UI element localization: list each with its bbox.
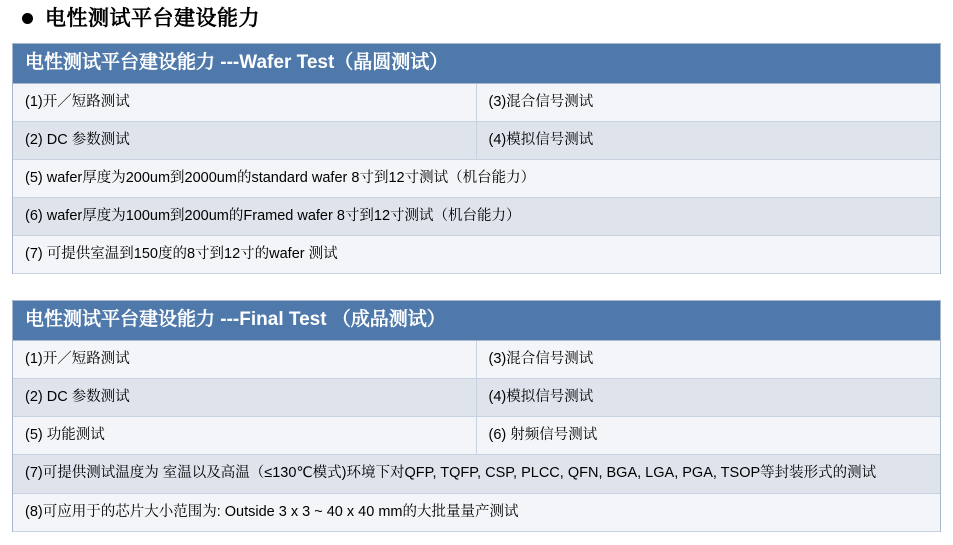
table-row bbox=[13, 160, 940, 198]
table-cell: (3)混合信号测试 bbox=[488, 94, 594, 111]
bullet-icon bbox=[22, 13, 33, 24]
final-test-table bbox=[12, 300, 941, 532]
table-row bbox=[13, 417, 940, 455]
table-cell: (7) 可提供室温到150度的8寸到12寸的wafer 测试 bbox=[25, 246, 338, 263]
wafer-test-table bbox=[12, 43, 941, 274]
table-cell: (6) 射频信号测试 bbox=[488, 426, 598, 443]
table-row bbox=[13, 198, 940, 236]
table-cell: (7)可提供测试温度为 室温以及高温（≤130℃模式)环境下对QFP, TQFP, CSP, PLCC, QFN, BGA, LGA, PGA, TSOP等封装形式的测试 bbox=[25, 465, 877, 481]
table-row bbox=[13, 379, 940, 417]
table-cell: (6) wafer厚度为100um到200um的Framed wafer 8寸到12寸测试（机台能力） bbox=[25, 208, 521, 225]
table-row bbox=[13, 236, 940, 274]
table-row bbox=[13, 455, 940, 494]
table-cell: (5) wafer厚度为200um到2000um的standard wafer 8寸到12寸测试（机台能力） bbox=[25, 170, 536, 187]
page-title bbox=[0, 0, 953, 35]
table-cell: (2) DC 参数测试 bbox=[13, 379, 477, 416]
table-cell: (5) 功能测试 bbox=[13, 417, 477, 454]
wafer-test-header: 电性测试平台建设能力 ---Wafer Test（晶圆测试） bbox=[13, 44, 940, 84]
table-cell: (3)混合信号测试 bbox=[488, 350, 594, 367]
final-test-header: 电性测试平台建设能力 ---Final Test （成品测试） bbox=[13, 301, 940, 341]
table-cell: (1)开／短路测试 bbox=[13, 84, 477, 121]
table-cell: (1)开／短路测试 bbox=[13, 341, 477, 378]
table-cell: (2) DC 参数测试 bbox=[13, 122, 477, 159]
table-row bbox=[13, 84, 940, 122]
table-row bbox=[13, 341, 940, 379]
table-row bbox=[13, 494, 940, 532]
table-row bbox=[13, 122, 940, 160]
page-title-text: 电性测试平台建设能力 bbox=[45, 7, 260, 30]
table-cell: (4)模拟信号测试 bbox=[488, 388, 594, 405]
table-cell: (4)模拟信号测试 bbox=[488, 132, 594, 149]
table-cell: (8)可应用于的芯片大小范围为: Outside 3 x 3 ~ 40 x 40 mm的大批量量产测试 bbox=[25, 503, 519, 520]
